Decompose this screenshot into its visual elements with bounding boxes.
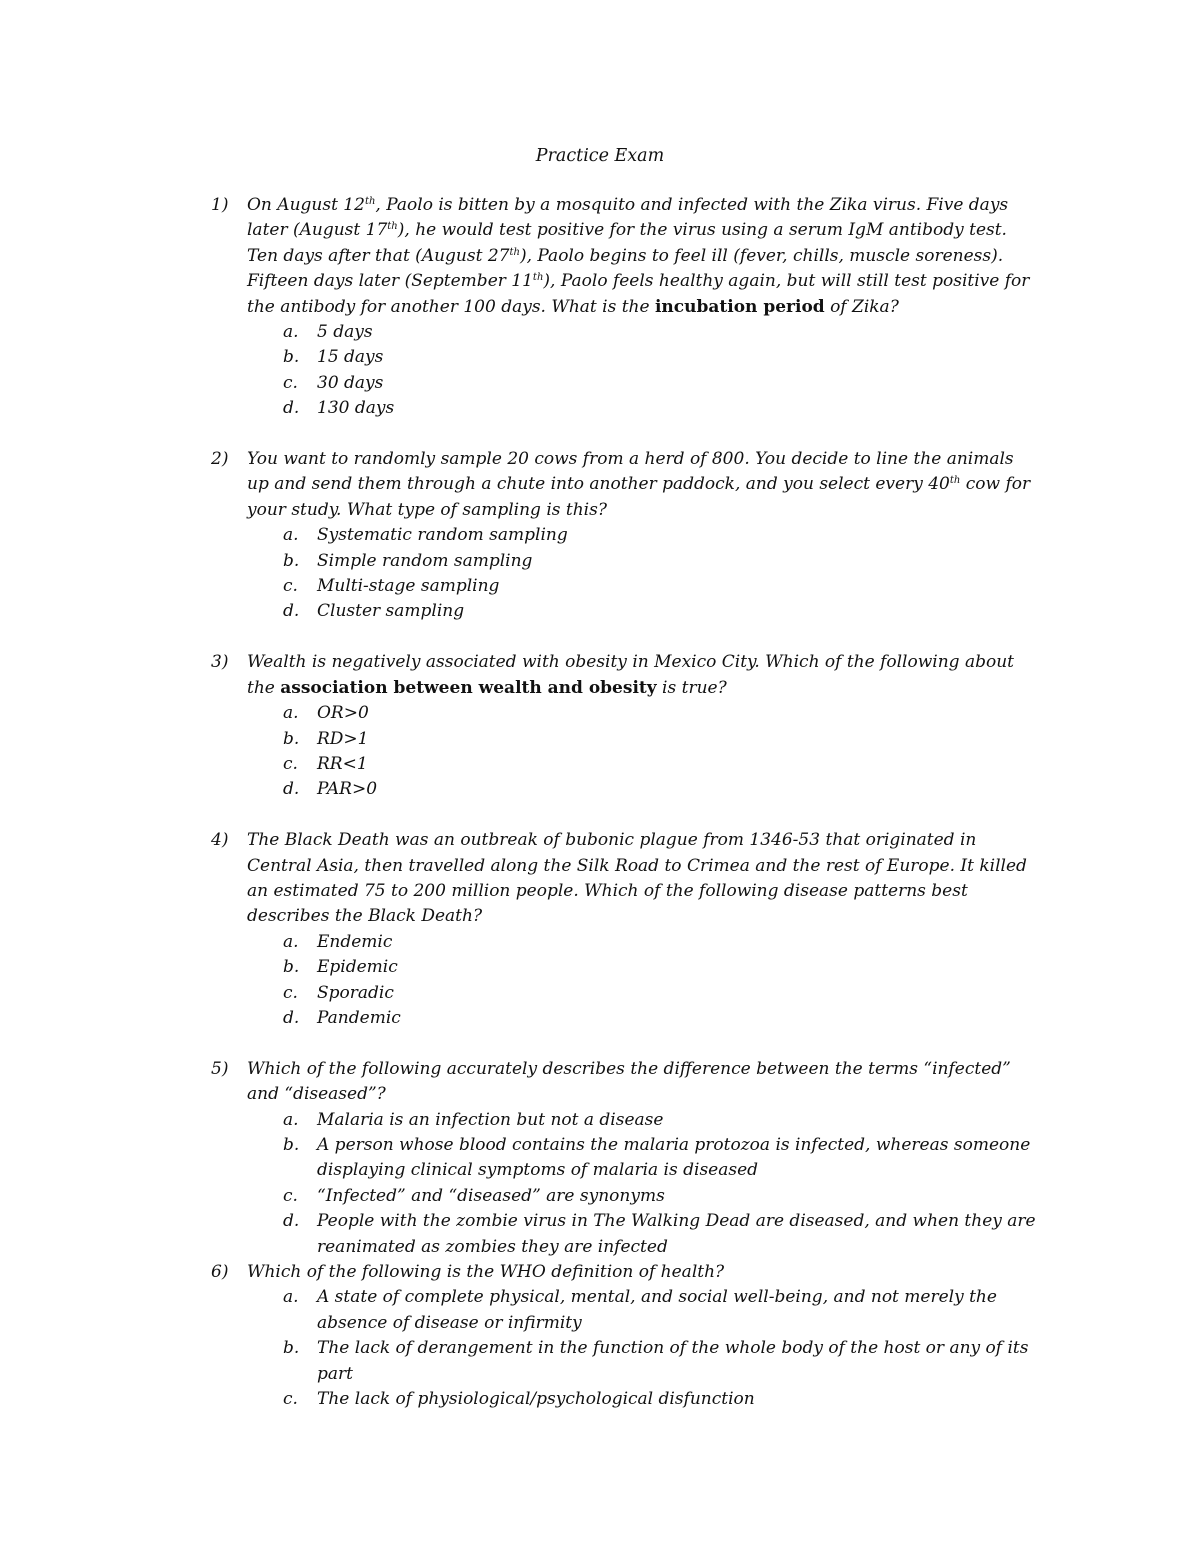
question-number: 4) [211, 830, 229, 851]
question-2 [211, 447, 1037, 625]
spacer [0, 803, 1200, 828]
spacer [0, 422, 1200, 447]
option-c: c. Sporadic [283, 982, 394, 1003]
spacer [0, 625, 1200, 650]
question-6 [211, 1260, 1037, 1412]
question-3 [211, 650, 1037, 802]
option-b: b. Epidemic [283, 957, 398, 978]
question-text: Which of the following accurately describes the difference between the terms “infected” and “diseased”? [247, 1058, 1011, 1105]
option-list [247, 1108, 1037, 1260]
option-a: a. Endemic [283, 931, 393, 952]
question-number: 3) [211, 652, 229, 673]
question-list [0, 193, 1200, 1412]
question-text: Which of the following is the WHO definition of health? [247, 1262, 725, 1282]
spacer [0, 1031, 1200, 1056]
question-text: Wealth is negatively associated with obesity in Mexico City. Which of the following about the association between wealth and obesity is true? [247, 652, 1014, 698]
emphasis-term: incubation period [654, 296, 825, 317]
option-b: b. A person whose blood contains the malaria protozoa is infected, whereas someone displaying clinical symptoms of malaria is diseased [283, 1134, 1031, 1181]
option-a: a. 5 days [283, 322, 373, 343]
question-number: 6) [211, 1262, 229, 1282]
option-list [247, 523, 1037, 625]
option-a: a. Malaria is an infection but not a disease [283, 1109, 664, 1130]
option-d: d. Pandemic [283, 1007, 401, 1028]
option-b: b. Simple random sampling [283, 550, 533, 571]
option-c: c. The lack of physiological/psychological disfunction [283, 1389, 755, 1410]
option-list [247, 320, 1037, 422]
option-d: d. PAR>0 [283, 779, 378, 800]
question-1 [211, 193, 1037, 422]
emphasis-term: association between wealth and obesity [280, 677, 657, 698]
question-text: On August 12th, Paolo is bitten by a mosquito and infected with the Zika virus. Five days later (August 17th), he would test positive for the virus using a serum IgM antibody test. Ten days after that (August 27th), Paolo begins to feel ill (fever, chills, muscle soreness). Fifteen days later (September 11th), Paolo feels healthy again, but will still test positive for the antibody for another 100 days. What is the incubation period of Zika? [247, 195, 1030, 317]
option-b: b. RD>1 [283, 728, 369, 749]
question-5 [211, 1057, 1037, 1260]
option-list [247, 930, 1037, 1032]
option-list [247, 1285, 1037, 1412]
question-text: You want to randomly sample 20 cows from a herd of 800. You decide to line the animals up and send them through a chute into another paddock, and you select every 40th cow for your study. What type of sampling is this? [247, 449, 1031, 520]
option-list [247, 701, 1037, 803]
question-text: The Black Death was an outbreak of bubonic plague from 1346-53 that originated in Central Asia, then travelled along the Silk Road to Crimea and the rest of Europe. It killed an estimated 75 to 200 million people. Which of the following disease patterns best describes the Black Death? [247, 830, 1027, 927]
option-c: c. Multi-stage sampling [283, 576, 500, 597]
option-c: c. 30 days [283, 372, 384, 393]
option-a: a. Systematic random sampling [283, 525, 568, 546]
question-4 [211, 828, 1037, 1031]
option-a: a. A state of complete physical, mental, and social well-being, and not merely the absence of disease or infirmity [283, 1287, 997, 1333]
option-b: b. The lack of derangement in the function of the whole body of the host or any of its part [283, 1338, 1029, 1384]
option-c: c. RR<1 [283, 753, 368, 774]
option-d: d. Cluster sampling [283, 601, 465, 622]
question-number: 5) [211, 1058, 229, 1079]
option-b: b. 15 days [283, 347, 384, 368]
option-c: c. “Infected” and “diseased” are synonyms [283, 1185, 665, 1206]
question-number: 1) [211, 195, 229, 215]
option-d: d. 130 days [283, 398, 395, 419]
option-a: a. OR>0 [283, 703, 369, 724]
question-number: 2) [211, 449, 229, 470]
option-d: d. People with the zombie virus in The Walking Dead are diseased, and when they are reanimated as zombies they are infected [283, 1211, 1036, 1257]
page-title: Practice Exam [535, 146, 665, 166]
